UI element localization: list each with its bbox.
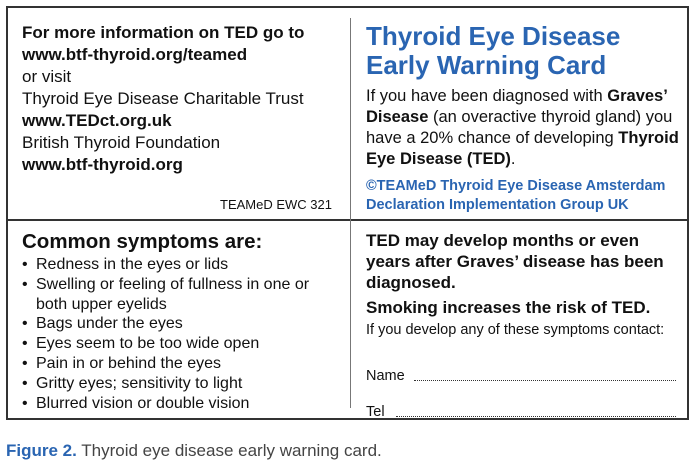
symptom-text: Eyes seem to be too wide open <box>36 335 260 353</box>
intro-text-a: If you have been diagnosed with <box>366 87 608 105</box>
link-tedct: www.TEDct.org.uk <box>22 111 172 130</box>
intro-text-c: (an overactive thyroid gland) you have a 20% chance of developing <box>366 108 673 147</box>
figure-caption-text: Thyroid eye disease early warning card. <box>76 441 382 460</box>
symptom-item: • Eyes seem to be too wide open <box>22 335 260 353</box>
figure-caption <box>6 441 382 461</box>
intro-text-e: . <box>510 150 516 168</box>
symptom-item: • Bags under the eyes <box>22 315 183 333</box>
symptom-text: Pain in or behind the eyes <box>36 354 222 372</box>
symptom-item: • Gritty eyes; sensitivity to light <box>22 374 243 392</box>
contact-instruction: If you develop any of these symptoms contact: <box>366 322 665 338</box>
link-teamed: www.btf-thyroid.org/teamed <box>22 45 248 64</box>
card-title <box>366 22 684 80</box>
intro-ted: Thyroid Eye Disease (TED) <box>366 129 679 168</box>
info-heading: For more information on TED go to <box>22 23 305 42</box>
tel-label: Tel <box>366 404 385 420</box>
symptom-text: Gritty eyes; sensitivity to light <box>36 374 243 392</box>
figure-label: Figure 2. <box>6 441 77 460</box>
vertical-divider <box>350 18 351 408</box>
credit-line2: Declaration Implementation Group UK <box>366 197 629 213</box>
tel-fill-line[interactable] <box>396 416 676 417</box>
symptom-item: • Swelling or feeling of fullness in one or both upper eyelids <box>22 275 310 313</box>
intro-graves: Graves’ Disease <box>366 87 667 126</box>
symptom-text: Bags under the eyes <box>36 315 183 333</box>
symptoms-list <box>22 255 344 413</box>
card-title-line2: Early Warning Card <box>366 50 607 80</box>
name-fill-line[interactable] <box>414 380 676 381</box>
contact-panel <box>366 230 684 420</box>
card-intro-panel <box>366 22 684 215</box>
link-btf: www.btf-thyroid.org <box>22 155 183 174</box>
horizontal-divider <box>8 219 687 221</box>
symptom-item: • Pain in or behind the eyes <box>22 354 222 372</box>
foundation-name: British Thyroid Foundation <box>22 133 221 152</box>
symptom-item: • Redness in the eyes or lids <box>22 256 229 273</box>
smoking-warning: Smoking increases the risk of TED. <box>366 298 651 317</box>
name-label: Name <box>366 368 405 384</box>
symptoms-heading: Common symptoms are: <box>22 230 263 253</box>
symptom-item: • Blurred vision or double vision <box>22 394 250 412</box>
symptom-text: Swelling or feeling of fullness in one or both upper eyelids <box>36 275 310 313</box>
ted-onset-text: TED may develop months or even years after Graves’ disease has been diagnosed. <box>366 231 664 292</box>
card-title-line1: Thyroid Eye Disease <box>366 21 621 51</box>
credit-line1: ©TEAMeD Thyroid Eye Disease Amsterdam <box>366 178 666 194</box>
charity-name: Thyroid Eye Disease Charitable Trust <box>22 89 304 108</box>
card-intro-text <box>366 86 684 170</box>
symptoms-panel <box>22 230 344 413</box>
or-visit-text: or visit <box>22 67 72 86</box>
symptom-text: Blurred vision or double vision <box>36 394 250 412</box>
early-warning-card <box>6 6 689 420</box>
credit-text <box>366 177 684 215</box>
symptom-text: Redness in the eyes or lids <box>36 256 229 273</box>
info-panel <box>22 22 344 212</box>
card-code: TEAMeD EWC 321 <box>220 197 332 212</box>
